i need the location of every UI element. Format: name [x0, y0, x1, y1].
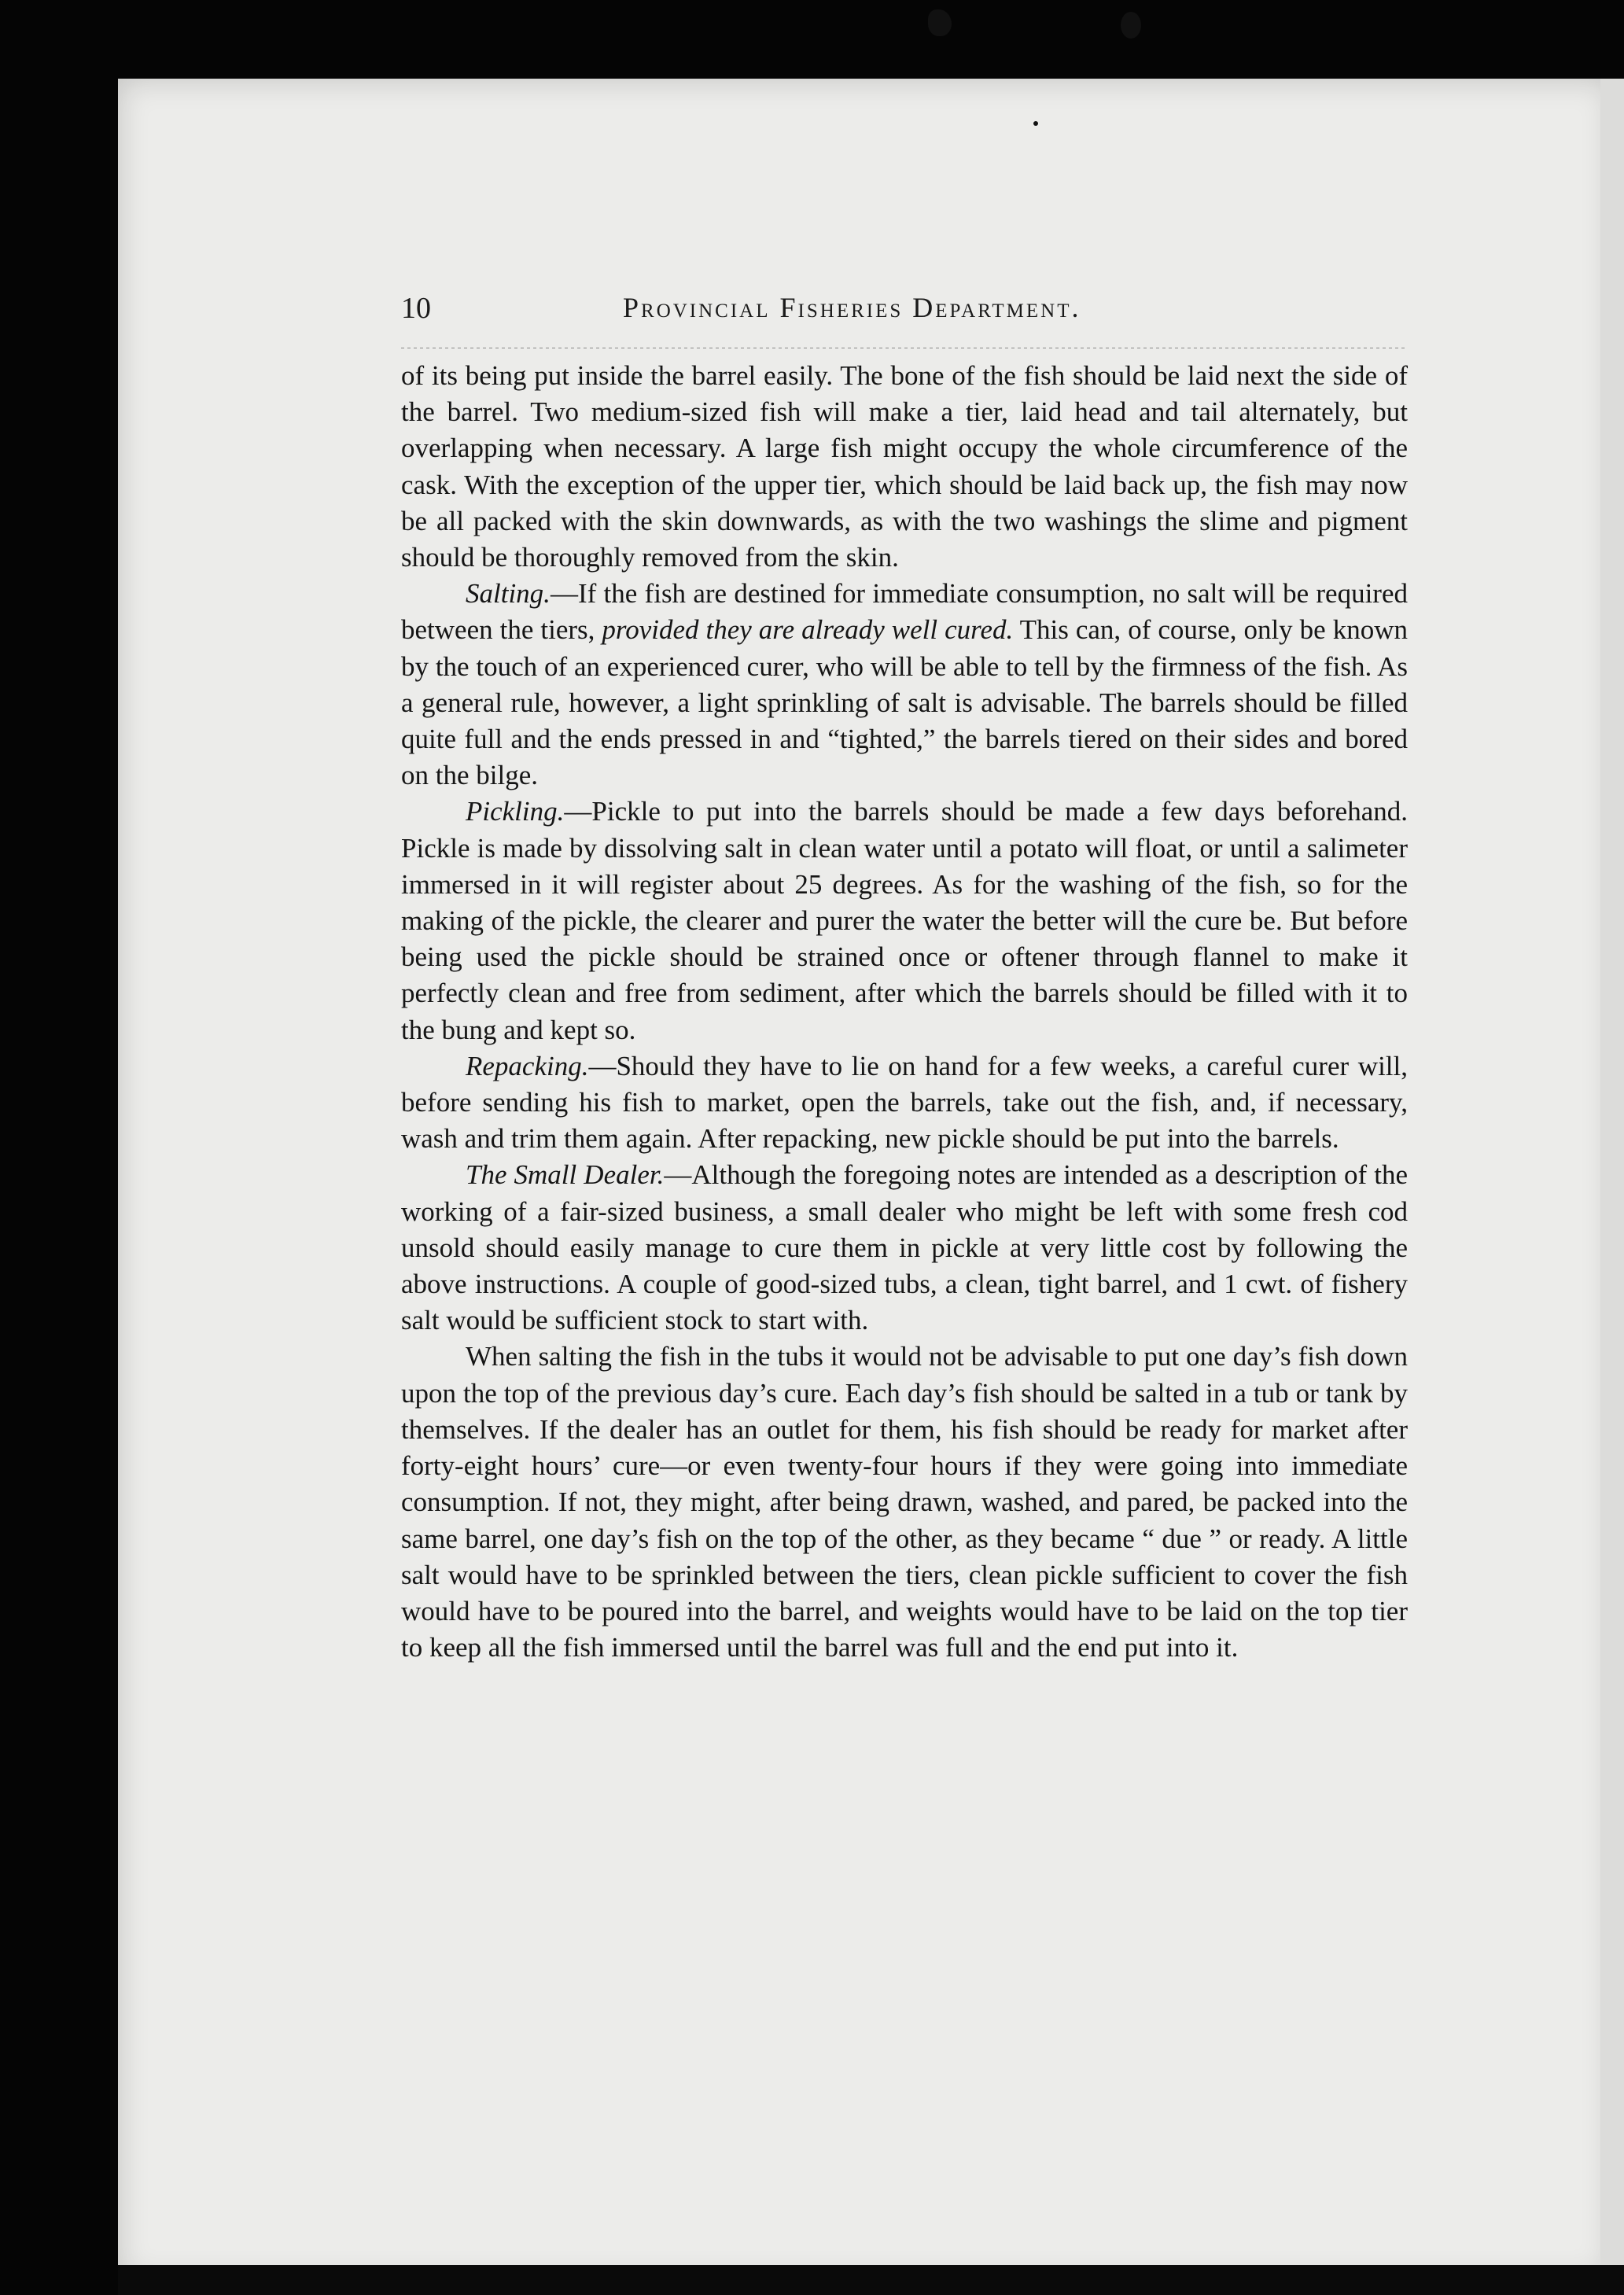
section-heading-repacking: Repacking. — [466, 1050, 589, 1081]
paragraph-pickling — [401, 794, 1408, 1048]
scan-border-bottom — [118, 2265, 1624, 2295]
ink-speck — [1033, 121, 1038, 126]
paragraph-salting-tubs — [401, 1339, 1408, 1666]
paragraph-text: of its being put inside the barrel easily. The bone of the fish should be laid next the side of the barrel. Two medium-sized fish will make a tier, laid head and tail alternately, but overlapping when necessary. A large fish might occupy the whole circumference of the cask. With the exception of the upper tier, which should be laid back up, the fish may now be all packed with the skin downwards, as with the two washings the slime and pigment should be thoroughly removed from the skin. — [401, 360, 1408, 573]
section-heading-small-dealer: The Small Dealer. — [466, 1159, 665, 1191]
section-heading-pickling: Pickling. — [466, 796, 565, 827]
paragraph-text: —Should they have to lie on hand for a few weeks, a careful curer will, before sending his fish to market, open the barrels, take out the fish, and, if necessary, wash and trim them again. After repacking, new pickle should be put into the barrels. — [401, 1050, 1408, 1155]
paragraph-text: —Pickle to put into the barrels should be made a few days beforehand. Pickle is made by dissolving salt in clean water until a potato will float, or until a salimeter immersed in it will register about 25 degrees. As for the washing of the fish, so for the making of the pickle, the clearer and purer the water the better will the cure be. But before being used the pickle should be strained once or oftener through flannel to make it perfectly clean and free from sediment, after which the barrels should be filled with it to the bung and kept so. — [401, 796, 1408, 1045]
ink-speck — [928, 9, 952, 36]
paragraph-text: —Although the foregoing notes are intended as a description of the working of a fair-sized business, a small dealer who might be left with some fresh cod unsold should easily manage to cure them in pickle at very little cost by following the above instructions. A couple of good-sized tubs, a clean, tight barrel, and 1 cwt. of fishery salt would be sufficient stock to start with. — [401, 1159, 1408, 1336]
paragraph-text: This can, of course, only be known by the touch of an experienced curer, who will be able to tell by the firmness of the fish. As a general rule, however, a light sprinkling of salt is advisable. The barrels should be filled quite full and the ends pressed in and “tighted,” the barrels tiered on their sides and bored on the bilge. — [401, 614, 1408, 791]
paragraph-salting — [401, 576, 1408, 794]
paragraph-text: When salting the fish in the tubs it would not be advisable to put one day’s fish down upon the top of the previous day’s cure. Each day’s fish should be salted in a tub or tank by themselves. If the dealer has an outlet for them, his fish should be ready for market after forty-eight hours’ cure—or even twenty-four hours if they were going into immediate consumption. If not, they might, after being drawn, washed, and pared, be packed into the same barrel, one day’s fish on the top of the other, as they became “ due ” or ready. A little salt would have to be sprinkled between the tiers, clean pickle sufficient to cover the fish would have to be poured into the barrel, and weights would have to be laid on the top tier to keep all the fish immersed until the barrel was full and the end put into it. — [401, 1341, 1408, 1663]
page-edge — [1600, 79, 1624, 2281]
body-text — [401, 358, 1408, 1666]
page-number: 10 — [401, 292, 431, 325]
ink-speck — [1121, 12, 1141, 39]
emphasis-text: provided they are already well cured. — [602, 614, 1014, 646]
page-header — [401, 291, 1408, 338]
paragraph-continuation — [401, 358, 1408, 576]
running-head: Provincial Fisheries Department. — [623, 292, 1081, 323]
paragraph-small-dealer — [401, 1157, 1408, 1339]
section-heading-salting: Salting. — [466, 578, 551, 610]
paragraph-repacking — [401, 1048, 1408, 1158]
paragraph-text: —If the fish are destined for immediate consumption, no salt will be required between the tiers, — [401, 578, 1408, 646]
